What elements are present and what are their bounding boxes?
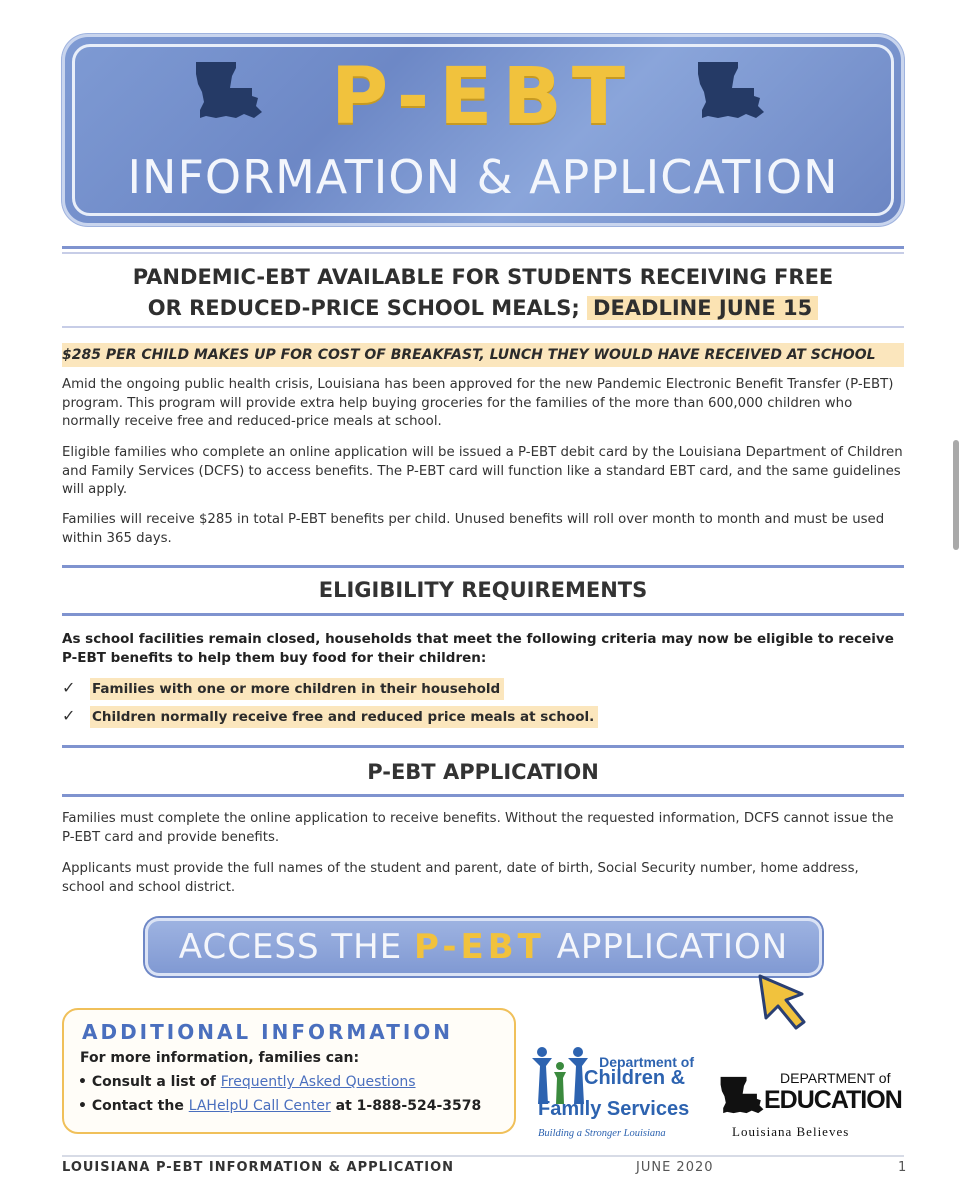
doe-education: EDUCATION [764, 1086, 902, 1114]
eligibility-intro: As school facilities remain closed, households that meet the following criteria may now be eligible to receive P-EBT benefits to help them buy food for their children: [62, 631, 894, 666]
application-paragraph: Applicants must provide the full names of the student and parent, date of birth, Social Security number, home address, school and school district. [62, 861, 859, 895]
eligibility-item-text: Families with one or more children in their household [90, 678, 504, 700]
banner-title: P-EBT [330, 52, 636, 142]
additional-info-lead: For more information, families can: [80, 1050, 360, 1066]
header-banner [62, 34, 904, 226]
deadline-highlight: DEADLINE JUNE 15 [587, 296, 818, 320]
dcfs-name [584, 1054, 714, 1089]
cta-suffix: APPLICATION [556, 927, 789, 967]
headline [62, 262, 904, 324]
scrollbar-thumb[interactable] [953, 440, 959, 550]
doe-tagline: Louisiana Believes [732, 1124, 850, 1139]
additional-info-title: ADDITIONAL INFORMATION [82, 1020, 454, 1044]
phone-number: at 1-888-524-3578 [335, 1098, 482, 1114]
cta-strong: P-EBT [414, 927, 545, 967]
divider [62, 326, 904, 328]
louisiana-state-icon [718, 1072, 766, 1118]
headline-line1: PANDEMIC-EBT AVAILABLE FOR STUDENTS RECEIVING FREE [132, 265, 834, 289]
intro-paragraph: Amid the ongoing public health crisis, Louisiana has been approved for the new Pandemic Electronic Benefit Transfer (P-EBT) program. This program will provide extra help buying groceries for the families of the more than 600,000 children who normally receive free and reduced-price meals at school. [62, 377, 894, 429]
dcfs-line3: Family Services [538, 1098, 690, 1120]
headline-line2-prefix: OR REDUCED-PRICE SCHOOL MEALS; [147, 296, 580, 320]
divider [62, 246, 904, 249]
divider [62, 745, 904, 748]
footer-date: JUNE 2020 [636, 1160, 714, 1175]
divider [62, 252, 904, 254]
page-number: 1 [898, 1160, 907, 1175]
checkmark-icon: ✓ [62, 706, 76, 725]
banner-subtitle: INFORMATION & APPLICATION [127, 150, 839, 204]
divider [62, 565, 904, 568]
doe-logo [718, 1068, 904, 1148]
call-center-link[interactable]: LAHelpU Call Center [188, 1098, 331, 1114]
dcfs-line1: Department of [599, 1054, 694, 1070]
intro-paragraph: Families will receive $285 in total P-EBT benefits per child. Unused benefits will roll over month to month and must be used within 365 days. [62, 512, 885, 546]
additional-info-item-prefix: • Contact the [78, 1098, 184, 1114]
checkmark-icon: ✓ [62, 678, 76, 697]
application-paragraph: Families must complete the online application to receive benefits. Without the requested information, DCFS cannot issue the P-EBT card and provide benefits. [62, 811, 894, 845]
cta-prefix: ACCESS THE [178, 927, 403, 967]
additional-info-box [62, 1008, 516, 1134]
cursor-arrow-icon [756, 972, 812, 1032]
faq-link[interactable]: Frequently Asked Questions [220, 1074, 416, 1090]
divider [62, 794, 904, 797]
dcfs-tagline: Building a Stronger Louisiana [538, 1128, 666, 1139]
intro-paragraph: Eligible families who complete an online application will be issued a P-EBT debit card by the Louisiana Department of Children and Family Services (DCFS) to access benefits. The P-EBT card will function like a standard EBT card, and the same guidelines will apply. [62, 445, 903, 497]
dcfs-line2: Children & [584, 1067, 686, 1089]
footer-divider [62, 1155, 904, 1157]
additional-info-item-prefix: • Consult a list of [78, 1074, 216, 1090]
eligibility-item-text: Children normally receive free and reduced price meals at school. [90, 706, 598, 728]
headline-line2 [62, 293, 904, 324]
divider [62, 613, 904, 616]
additional-info-item [78, 1098, 481, 1114]
footer-title: LOUISIANA P-EBT INFORMATION & APPLICATION [62, 1160, 455, 1175]
access-application-button[interactable] [145, 918, 822, 976]
doe-department: DEPARTMENT of [780, 1070, 891, 1086]
dcfs-logo [530, 1040, 700, 1140]
additional-info-item [78, 1074, 416, 1090]
eligibility-title: ELIGIBILITY REQUIREMENTS [318, 578, 648, 602]
tagline-banner: $285 PER CHILD MAKES UP FOR COST OF BREAKFAST, LUNCH THEY WOULD HAVE RECEIVED AT SCHOOL [62, 343, 904, 367]
application-title: P-EBT APPLICATION [367, 760, 599, 784]
